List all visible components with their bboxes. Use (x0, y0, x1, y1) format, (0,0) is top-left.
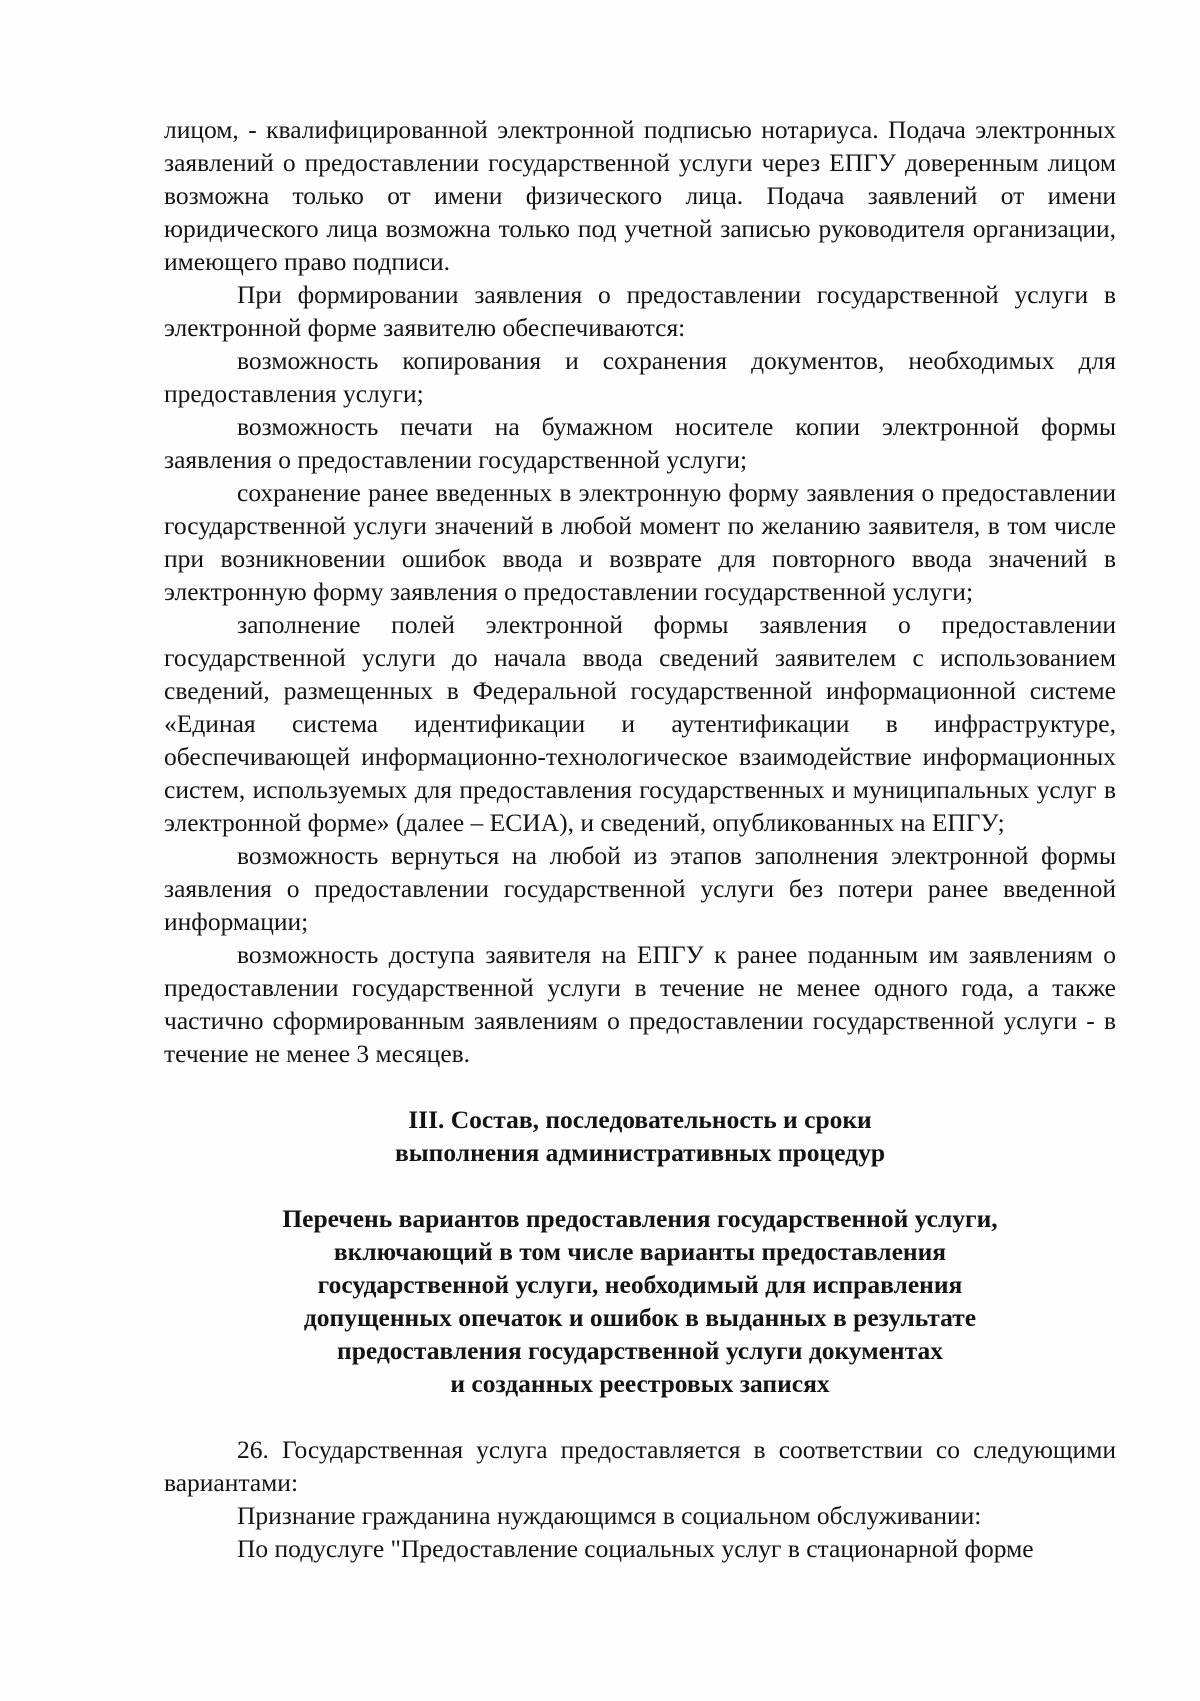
paragraph: При формировании заявления о предоставлении государственной услуги в электронной форме заявителю обеспечиваются: (164, 280, 1116, 342)
sub-heading (164, 1202, 1116, 1400)
sub-heading-line: и созданных реестровых записях (450, 1369, 830, 1398)
section-heading-line: III. Состав, последовательность и сроки (408, 1105, 872, 1134)
paragraph: возможность копирования и сохранения документов, необходимых для предоставления услуги; (164, 346, 1116, 408)
section-heading (164, 1103, 1116, 1169)
paragraph: заполнение полей электронной формы заявления о предоставлении государственной услуги до начала ввода сведений заявителем с использованием сведений, размещенных в Федеральной государственной информационной системе «Единая система идентификации и аутентификации в инфраструктуре, обеспечивающей информационно-технологическое взаимодействие информационных систем, используемых для предоставления государственных и муниципальных услуг в электронной форме» (далее – ЕСИА), и сведений, опубликованных на ЕПГУ; (164, 610, 1116, 837)
sub-heading-line: допущенных опечаток и ошибок в выданных в результате (303, 1303, 977, 1332)
section-heading-line: выполнения административных процедур (394, 1138, 886, 1167)
sub-heading-line: предоставления государственной услуги документах (337, 1336, 943, 1365)
paragraph: По подуслуге "Предоставление социальных услуг в стационарной форме (237, 1534, 1034, 1563)
paragraph: возможность доступа заявителя на ЕПГУ к ранее поданным им заявлениям о предоставлении государственной услуги в течение не менее одного года, а также частично сформированным заявлениям о предоставлении государственной услуги - в течение не менее 3 месяцев. (164, 940, 1116, 1068)
sub-heading-line: Перечень вариантов предоставления государственной услуги, (282, 1204, 998, 1233)
paragraph: лицом, - квалифицированной электронной подписью нотариуса. Подача электронных заявлений о предоставлении государственной услуги через ЕПГУ доверенным лицом возможна только от имени физического лица. Подача заявлений от имени юридического лица возможна только под учетной записью руководителя организации, имеющего право подписи. (164, 115, 1116, 276)
document-body (164, 113, 1116, 1565)
paragraph: Признание гражданина нуждающимся в социальном обслуживании: (237, 1501, 982, 1530)
sub-heading-line: включающий в том числе варианты предоставления (333, 1237, 947, 1266)
sub-heading-line: государственной услуги, необходимый для исправления (317, 1270, 963, 1299)
paragraph: возможность вернуться на любой из этапов заполнения электронной формы заявления о предоставлении государственной услуги без потери ранее введенной информации; (164, 841, 1116, 936)
paragraph: сохранение ранее введенных в электронную форму заявления о предоставлении государственной услуги значений в любой момент по желанию заявителя, в том числе при возникновении ошибок ввода и возврате для повторного ввода значений в электронную форму заявления о предоставлении государственной услуги; (164, 478, 1116, 606)
paragraph: 26. Государственная услуга предоставляется в соответствии со следующими вариантами: (164, 1435, 1116, 1497)
paragraph: возможность печати на бумажном носителе копии электронной формы заявления о предоставлении государственной услуги; (164, 412, 1116, 474)
